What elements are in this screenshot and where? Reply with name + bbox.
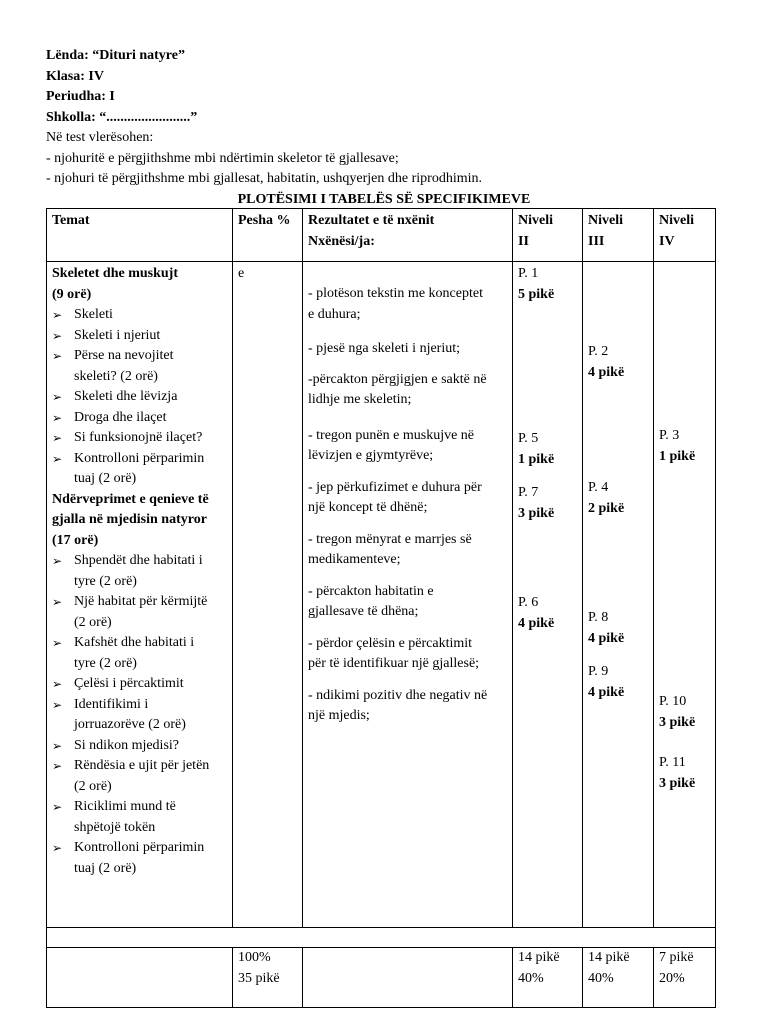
arrow-bullet-icon: ➢ [52, 431, 63, 445]
question-points: 4 pikë [518, 615, 555, 631]
arrow-bullet-icon: ➢ [52, 841, 63, 855]
group-1-hours: (9 orë) [52, 286, 92, 302]
question-points: 2 pikë [588, 500, 625, 516]
totals-level-2-cell: 14 pikë 40% [513, 948, 583, 1008]
result-item: - plotëson tekstin me konceptet [308, 286, 483, 301]
assessment-point-2: - njohuri të përgjithshme mbi gjallesat, habitatin, ushqyerjen dhe riprodhimin. [46, 171, 482, 186]
question-points: 4 pikë [588, 684, 625, 700]
empty-cell [47, 928, 716, 948]
list-item: ➢ Kontrolloni përparimin tuaj (2 orë) [52, 840, 205, 876]
level-3-cell [583, 262, 654, 928]
col-header-level-3: Niveli III [583, 209, 654, 262]
group-2-title: Ndërveprimet e qenieve të [52, 491, 209, 507]
question-number: P. 4 [588, 480, 609, 495]
totals-weight-cell: 100% 35 pikë [233, 948, 303, 1008]
list-item: ➢ Si ndikon mjedisi? [52, 736, 227, 757]
group-2-title-cont: gjalla në mjedisin natyror [52, 512, 207, 527]
result-item: - jep përkufizimet e duhura për [308, 479, 482, 495]
result-item: për të identifikuar një gjallesë; [308, 656, 480, 671]
question-points: 5 pikë [518, 286, 555, 302]
arrow-bullet-icon: ➢ [52, 595, 63, 609]
col-header-level-2: Niveli II [513, 209, 583, 262]
arrow-bullet-icon: ➢ [52, 308, 63, 322]
arrow-bullet-icon: ➢ [52, 636, 63, 650]
result-item: lëvizjen e gjymtyrëve; [308, 448, 434, 463]
list-item: ➢ Shpendët dhe habitati i tyre (2 orë) [52, 553, 203, 589]
col-header-results: Rezultatet e të nxënit Nxënësi/ja: [303, 209, 513, 262]
class-line: Klasa: IV [46, 68, 104, 84]
arrow-bullet-icon: ➢ [52, 410, 63, 425]
result-item: - ndikimi pozitiv dhe negativ në [308, 687, 488, 703]
arrow-bullet-icon: ➢ [52, 697, 63, 712]
question-points: 3 pikë [518, 505, 555, 521]
col-header-topics: Temat [47, 209, 233, 262]
question-number: P. 11 [659, 755, 686, 770]
list-item: ➢ Rëndësia e ujit për jetën (2 orë) [52, 758, 210, 794]
question-number: P. 6 [518, 595, 539, 610]
results-cell [303, 262, 513, 928]
totals-level-4-cell: 7 pikë 20% [654, 948, 716, 1008]
list-item: ➢ Skeleti dhe lëvizja [52, 387, 227, 408]
arrow-bullet-icon: ➢ [52, 677, 63, 691]
list-item: ➢ Si funksionojnë ilaçet? [52, 428, 227, 449]
list-item: ➢ Riciklimi mund të shpëtojë tokën [52, 799, 176, 835]
list-item: ➢ Një habitat për kërmijtë (2 orë) [52, 594, 208, 630]
col-header-weight: Pesha % [233, 209, 303, 262]
question-points: 4 pikë [588, 630, 625, 646]
table-header-row [47, 209, 716, 262]
result-item: - pjesë nga skeleti i njeriut; [308, 341, 461, 356]
question-points: 3 pikë [659, 775, 696, 791]
school-line: Shkolla: “........................” [46, 109, 198, 125]
level-4-cell [654, 262, 716, 928]
question-points: 1 pikë [518, 451, 555, 467]
arrow-bullet-icon: ➢ [52, 390, 63, 404]
result-item: - tregon punën e muskujve në [308, 427, 475, 443]
result-item: - përcakton habitatin e [308, 583, 434, 599]
col-header-level-4: Niveli IV [654, 209, 716, 262]
arrow-bullet-icon: ➢ [52, 759, 63, 773]
table-body-row [47, 262, 716, 928]
arrow-bullet-icon: ➢ [52, 349, 63, 363]
question-points: 1 pikë [659, 448, 696, 464]
arrow-bullet-icon: ➢ [52, 738, 63, 753]
list-item: ➢ Përse na nevojitet skeleti? (2 orë) [52, 348, 174, 384]
totals-level-3-cell: 14 pikë 40% [583, 948, 654, 1008]
specification-table [46, 208, 716, 1008]
question-number: P. 9 [588, 664, 609, 679]
question-number: P. 8 [588, 610, 609, 625]
result-item: gjallesave të dhëna; [308, 604, 419, 619]
result-item: -përcakton përgjigjen e saktë në [308, 371, 487, 387]
arrow-bullet-icon: ➢ [52, 554, 63, 568]
question-number: P. 3 [659, 428, 680, 443]
question-number: P. 1 [518, 266, 539, 281]
result-item: e duhura; [308, 306, 361, 322]
question-number: P. 10 [659, 694, 687, 709]
list-item: ➢ Skeleti i njeriut [52, 326, 227, 347]
result-item: një mjedis; [308, 708, 370, 723]
document-header [46, 46, 726, 190]
weight-cell: e [233, 262, 303, 928]
list-item: ➢ Kafshët dhe habitati i tyre (2 orë) [52, 635, 195, 671]
result-item: lidhje me skeletin; [308, 392, 412, 407]
result-item: një koncept të dhënë; [308, 500, 428, 515]
result-item: - përdor çelësin e përcaktimit [308, 635, 473, 651]
group-2-list [52, 551, 227, 879]
question-points: 3 pikë [659, 714, 696, 730]
level-2-cell [513, 262, 583, 928]
table-title: PLOTËSIMI I TABELËS SË SPECIFIKIMEVE [237, 192, 531, 207]
list-item: ➢ Skeleti [52, 305, 227, 326]
list-item: ➢ Droga dhe ilaçet [52, 408, 227, 429]
intro-line: Në test vlerësohen: [46, 130, 154, 145]
arrow-bullet-icon: ➢ [52, 328, 63, 343]
totals-label-cell [47, 948, 233, 1008]
question-number: P. 2 [588, 344, 609, 359]
group-1-title: Skeletet dhe muskujt [52, 266, 179, 281]
question-number: P. 5 [518, 431, 539, 446]
period-line: Periudha: I [46, 89, 115, 104]
list-item: ➢ Identifikimi i jorruazorëve (2 orë) [52, 696, 186, 732]
totals-results-cell [303, 948, 513, 1008]
group-1-list [52, 305, 227, 490]
arrow-bullet-icon: ➢ [52, 800, 63, 814]
empty-row [47, 928, 716, 948]
question-points: 4 pikë [588, 364, 625, 380]
totals-row [47, 948, 716, 1008]
list-item: ➢ Kontrolloni përparimin tuaj (2 orë) [52, 450, 205, 486]
arrow-bullet-icon: ➢ [52, 451, 63, 466]
list-item: ➢ Çelësi i përcaktimit [52, 674, 227, 695]
assessment-point-1: - njohuritë e përgjithshme mbi ndërtimin skeletor të gjallesave; [46, 150, 399, 166]
result-item: medikamenteve; [308, 552, 401, 567]
question-number: P. 7 [518, 485, 539, 500]
group-2-hours: (17 orë) [52, 532, 99, 548]
result-item: - tregon mënyrat e marrjes së [308, 531, 472, 547]
subject-line: Lënda: “Dituri natyre” [46, 48, 185, 63]
topics-cell [47, 262, 233, 928]
